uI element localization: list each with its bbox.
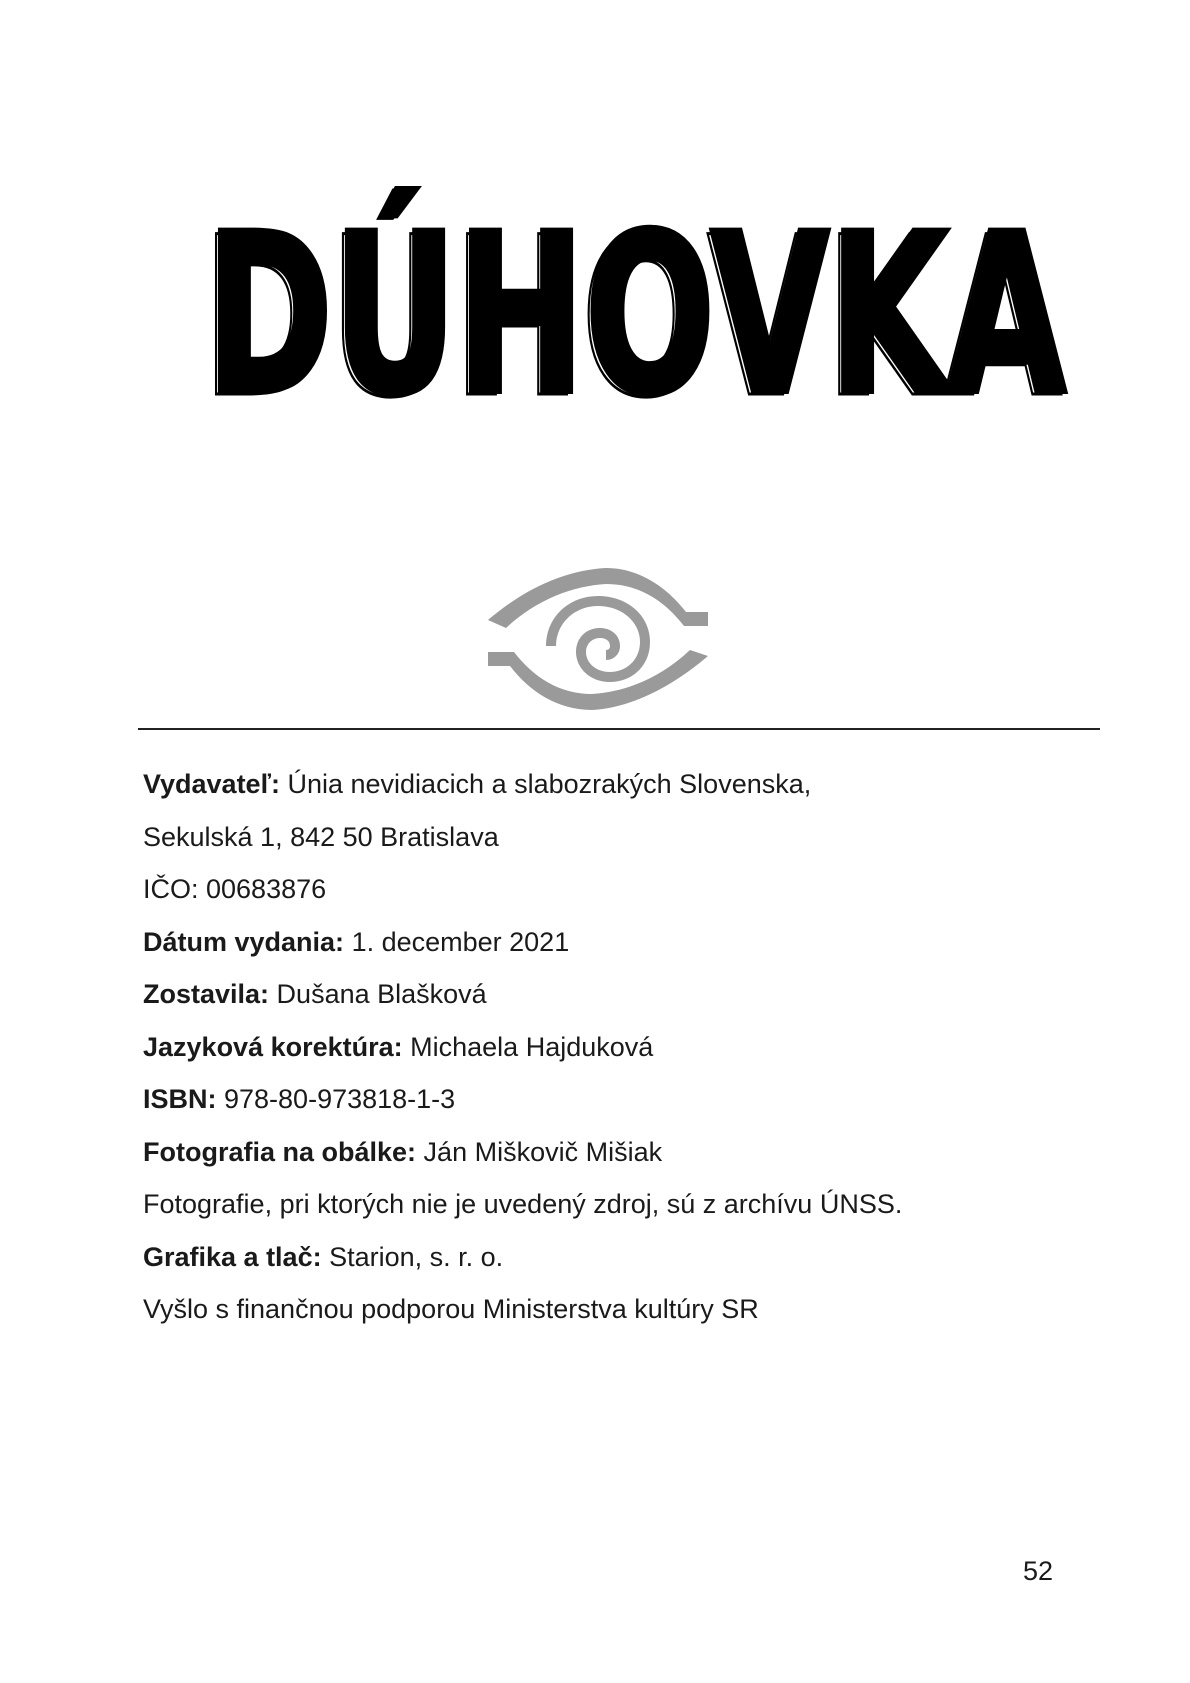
imprint-publisher: Vydavateľ: Únia nevidiacich a slabozrakých Slovenska, — [143, 769, 812, 799]
imprint-list — [143, 758, 1103, 1336]
page-number: 52 — [1022, 1556, 1053, 1586]
imprint-address: Sekulská 1, 842 50 Bratislava — [143, 821, 499, 852]
masthead-text: DÚHOVKA — [206, 187, 1066, 426]
logo-graphic — [488, 568, 708, 710]
imprint-funding: Vyšlo s finančnou podporou Ministerstva kultúry SR — [143, 1294, 759, 1324]
imprint-compiler: Zostavila: Dušana Blašková — [143, 979, 487, 1009]
masthead-outline: DÚHOVKA — [202, 190, 1062, 426]
imprint-cover-photo: Fotografia na obálke: Ján Miškovič Mišiak — [143, 1136, 663, 1167]
imprint-proofreading: Jazyková korektúra: Michaela Hajduková — [143, 1031, 654, 1062]
imprint-company-id: IČO: 00683876 — [143, 874, 327, 904]
imprint-photo-credits: Fotografie, pri ktorých nie je uvedený zdroj, sú z archívu ÚNSS. — [143, 1189, 903, 1219]
masthead-wordmark — [196, 186, 1076, 426]
horizontal-divider — [138, 728, 1100, 730]
eye-spiral-icon — [488, 568, 708, 710]
imprint-isbn: ISBN: 978-80-973818-1-3 — [143, 1084, 456, 1114]
masthead-title — [196, 186, 1076, 426]
imprint-print: Grafika a tlač: Starion, s. r. o. — [143, 1241, 504, 1272]
imprint-publication-date: Dátum vydania: 1. december 2021 — [143, 926, 570, 957]
